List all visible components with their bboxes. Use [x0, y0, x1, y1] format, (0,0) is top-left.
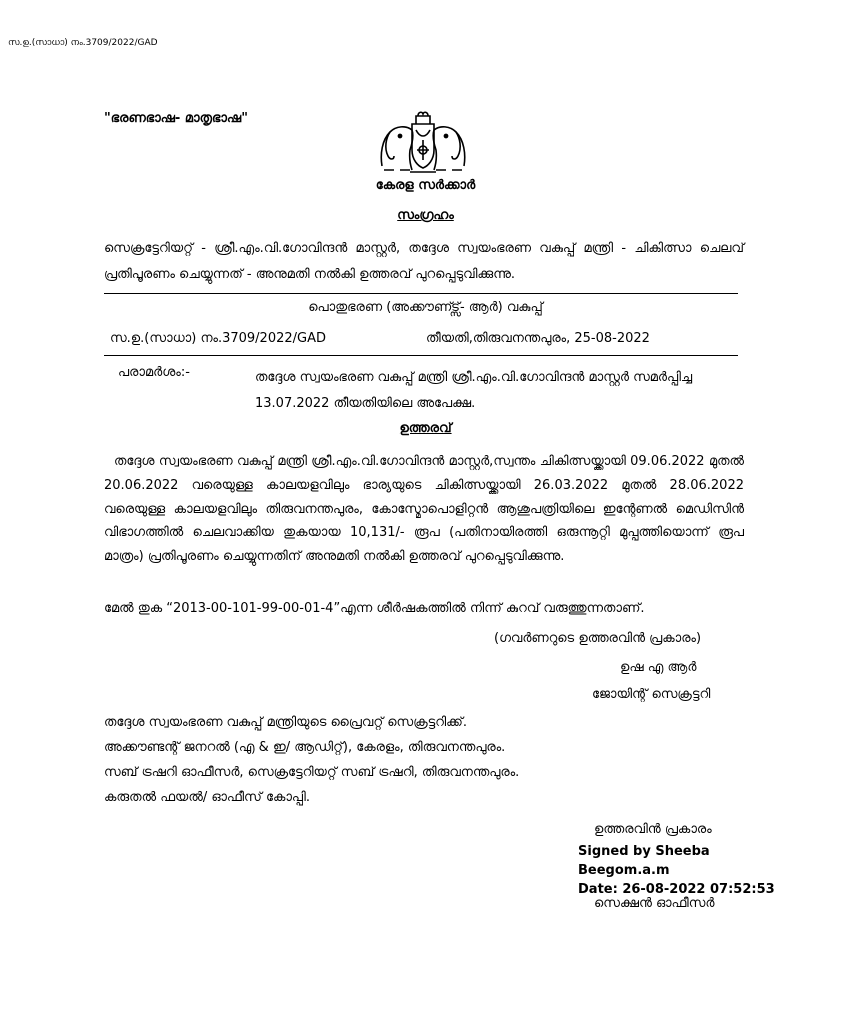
section-officer-title: സെക്ഷൻ ഓഫീസർ — [594, 896, 715, 911]
order-body-text: തദ്ദേശ സ്വയംഭരണ വകുപ്പ് മന്ത്രി ശ്രീ.എം.വി.ഗോവിന്ദൻ മാസ്റ്റർ,സ്വന്തം ചികിത്സയ്ക്കായി 09.06.2022 മുതൽ 20.06.2022 വരെയുള്ള കാലയളവിലും ഭാര്യയുടെ ചികിത്സയ്ക്കായി 26.03.2022 മുതൽ 28.06.2022 വരെയുള്ള കാലയളവിലും തിരുവനന്തപുരം, കോസ്മോപൊളിറ്റൻ ആശുപത്രിയിലെ ഇന്റേണൽ മെഡിസിൻ വിഭാഗത്തിൽ ചെലവാക്കിയ തുകയായ 10,131/- രൂപ (പതിനായിരത്തി ഒരുന്നൂറ്റി മുപ്പത്തിയൊന്ന് രൂപ മാത്രം) പ്രതിപൂരണം ചെയ്യുന്നതിന് അനുമതി നൽകി ഉത്തരവ് പുറപ്പെടുവിക്കുന്നു. — [104, 454, 744, 565]
digital-signature-block — [578, 842, 775, 899]
forwarded-by-order: ഉത്തരവിൻ പ്രകാരം — [594, 822, 712, 837]
order-number: സ.ഉ.(സാധാ) നം.3709/2022/GAD — [110, 331, 327, 346]
summary-text: സെക്രട്ടേറിയറ്റ് - ശ്രീ.എം.വി.ഗോവിന്ദൻ മാസ്റ്റർ, തദ്ദേശ സ്വയംഭരണ വകുപ്പ് മന്ത്രി - ചികിത്സാ ചെലവ് പ്രതിപൂരണം ചെയ്യുന്നത് - അനുമതി നൽകി ഉത്തരവ് പുറപ്പെടുവിക്കുന്നു. — [104, 241, 744, 282]
debit-head-line: മേൽ തുക “2013-00-101-99-00-01-4”എന്ന ശീർഷകത്തിൽ നിന്ന് കുറവ് വരുത്തുന്നതാണ്. — [104, 601, 645, 616]
order-body-paragraph — [104, 450, 744, 569]
digital-signature-date: Date: 26-08-2022 07:52:53 — [578, 882, 775, 897]
copy-to-item: തദ്ദേശ സ്വയംഭരണ വകുപ്പ് മന്ത്രിയുടെ പ്രൈവറ്റ് സെക്രട്ടറിക്ക്. — [104, 715, 468, 730]
signatory-title: ജോയിന്റ് സെക്രട്ടറി — [592, 687, 711, 702]
official-language-slogan: "ഭരണഭാഷ- മാതൃഭാഷ" — [104, 111, 248, 126]
order-heading: ഉത്തരവ് — [399, 421, 452, 436]
copy-to-item: അക്കൗണ്ടന്റ് ജനറൽ (എ & ഇ/ ആഡിറ്റ്), കേരളം, തിരുവനന്തപുരം. — [104, 740, 506, 755]
header-order-reference: സ.ഉ.(സാധാ) നം.3709/2022/GAD — [8, 38, 158, 48]
copy-to-item: സബ് ട്രഷറി ഓഫീസർ, സെക്രട്ടേറിയറ്റ് സബ് ട്രഷറി, തിരുവനന്തപുരം. — [104, 765, 520, 780]
department-name: പൊതുഭരണ (അക്കൗണ്ട്സ്- ആർ) വകുപ്പ് — [308, 300, 543, 315]
digital-signature-line: Signed by Sheeba — [578, 844, 710, 859]
government-name: കേരള സർക്കാർ — [375, 178, 476, 193]
reference-label: പരാമർശം:- — [118, 365, 190, 380]
signatory-name: ഉഷ എ ആർ — [620, 660, 697, 675]
reference-text: തദ്ദേശ സ്വയംഭരണ വകുപ്പ് മന്ത്രി ശ്രീ.എം.വി.ഗോവിന്ദൻ മാസ്റ്റർ സമർപ്പിച്ച 13.07.2022 തീയതിയിലെ അപേക്ഷ. — [255, 370, 693, 411]
divider-bottom — [104, 355, 738, 356]
kerala-emblem-icon — [376, 110, 470, 178]
copy-to-item: കരുതൽ ഫയൽ/ ഓഫീസ് കോപ്പി. — [104, 790, 311, 805]
digital-signature-line: Beegom.a.m — [578, 863, 670, 878]
divider-top — [104, 293, 738, 294]
by-order-of-governor: (ഗവർണറുടെ ഉത്തരവിൻ പ്രകാരം) — [494, 631, 702, 646]
summary-heading: സംഗ്രഹം — [397, 208, 454, 223]
order-date: തീയതി,തിരുവനന്തപുരം, 25-08-2022 — [426, 331, 650, 346]
